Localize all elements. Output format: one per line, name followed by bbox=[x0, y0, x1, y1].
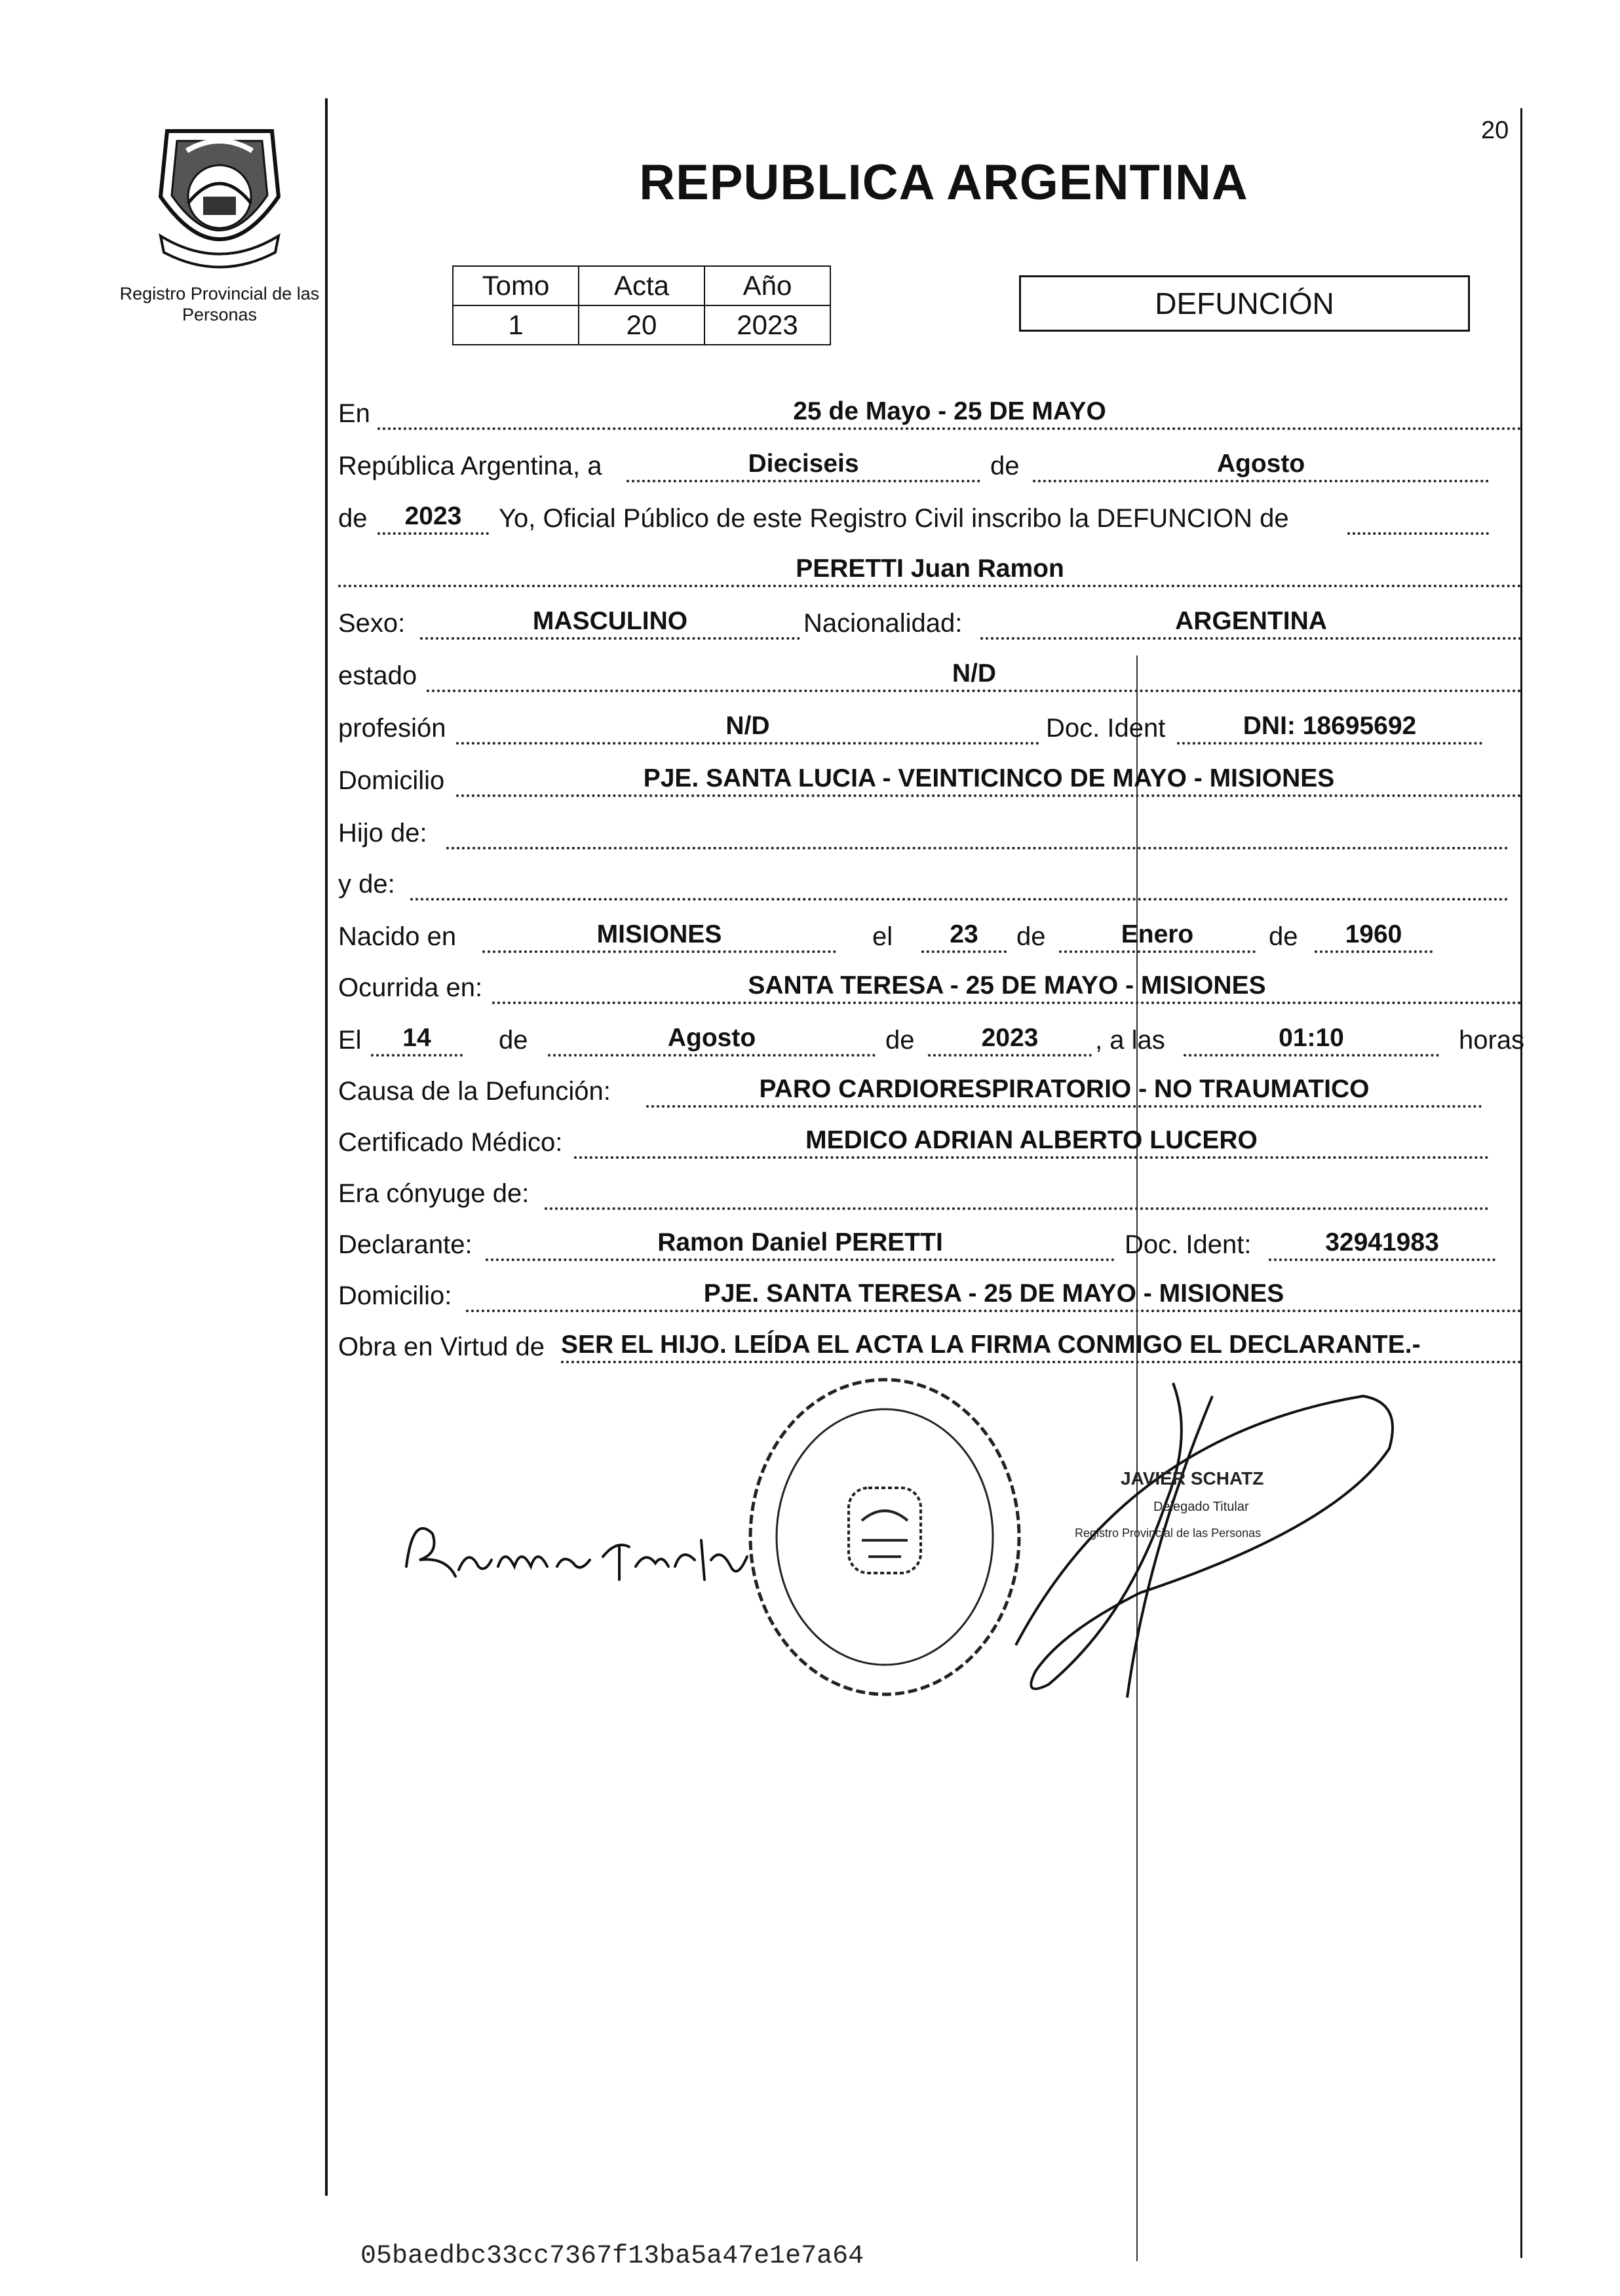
record-table bbox=[452, 265, 831, 345]
label-certificado: Certificado Médico: bbox=[338, 1128, 563, 1157]
header-anio: Año bbox=[704, 266, 830, 305]
field-estado: N/D bbox=[427, 658, 1522, 692]
field-domicilio2: PJE. SANTA TERESA - 25 DE MAYO - MISIONES bbox=[466, 1278, 1522, 1312]
field-death-year: 2023 bbox=[928, 1022, 1092, 1057]
field-deceased-name: PERETTI Juan Ramon bbox=[338, 553, 1522, 587]
label-horas: horas bbox=[1459, 1026, 1525, 1055]
header-acta: Acta bbox=[579, 266, 704, 305]
label-profesion: profesión bbox=[338, 714, 446, 743]
row-certificado bbox=[338, 1122, 1522, 1161]
row-domicilio bbox=[338, 760, 1522, 800]
label-ocurrida: Ocurrida en: bbox=[338, 973, 483, 1002]
label-de-date-2: de bbox=[885, 1026, 915, 1055]
field-certificado: MEDICO ADRIAN ALBERTO LUCERO bbox=[574, 1125, 1489, 1159]
field-obra: SER EL HIJO. LEÍDA EL ACTA LA FIRMA CONMIGO EL DECLARANTE.- bbox=[561, 1329, 1522, 1363]
label-estado: estado bbox=[338, 661, 417, 690]
label-declarante-doc: Doc. Ident: bbox=[1125, 1230, 1252, 1259]
row-sexo bbox=[338, 603, 1522, 642]
label-de-year: de bbox=[338, 504, 368, 533]
field-declarante: Ramon Daniel PERETTI bbox=[486, 1227, 1115, 1261]
province-crest-icon bbox=[141, 118, 298, 275]
label-doc-ident: Doc. Ident bbox=[1046, 714, 1166, 743]
row-year bbox=[338, 498, 1522, 537]
record-table-values bbox=[453, 305, 830, 345]
row-domicilio2 bbox=[338, 1275, 1522, 1315]
label-y-de: y de: bbox=[338, 870, 395, 899]
field-birth-month: Enero bbox=[1059, 919, 1256, 953]
label-declarante: Declarante: bbox=[338, 1230, 473, 1259]
registry-name: Registro Provincial de las Personas bbox=[119, 284, 320, 324]
row-deceased bbox=[338, 551, 1522, 590]
label-de-birth-1: de bbox=[1016, 922, 1046, 951]
label-el: el bbox=[872, 922, 893, 951]
field-hijo-de bbox=[446, 815, 1509, 849]
label-domicilio: Domicilio bbox=[338, 766, 445, 795]
field-doc-ident: DNI: 18695692 bbox=[1177, 710, 1482, 745]
row-fecha bbox=[338, 1020, 1525, 1059]
label-causa: Causa de la Defunción: bbox=[338, 1077, 611, 1106]
row-estado bbox=[338, 655, 1522, 695]
label-conyuge: Era cónyuge de: bbox=[338, 1179, 530, 1208]
header-tomo: Tomo bbox=[453, 266, 579, 305]
page-number: 20 bbox=[1481, 117, 1509, 144]
official-signature-icon bbox=[996, 1357, 1416, 1724]
row-profesion bbox=[338, 708, 1522, 747]
field-birth-year: 1960 bbox=[1315, 919, 1433, 953]
field-death-time: 01:10 bbox=[1184, 1022, 1439, 1057]
field-birth-day: 23 bbox=[921, 919, 1007, 953]
row-en bbox=[338, 393, 1522, 433]
label-a-las: , a las bbox=[1095, 1026, 1165, 1055]
value-anio: 2023 bbox=[704, 305, 830, 345]
label-domicilio2: Domicilio: bbox=[338, 1281, 452, 1310]
row-republica bbox=[338, 446, 1522, 485]
label-inscription: Yo, Oficial Público de este Registro Civil inscribo la DEFUNCION de bbox=[499, 504, 1289, 533]
label-en: En bbox=[338, 399, 370, 428]
field-profesion: N/D bbox=[456, 710, 1039, 745]
row-nacido bbox=[338, 916, 1522, 956]
row-conyuge bbox=[338, 1173, 1522, 1213]
row-y-de bbox=[338, 864, 1522, 903]
record-type-box: DEFUNCIÓN bbox=[1019, 275, 1470, 332]
field-nacionalidad: ARGENTINA bbox=[980, 606, 1522, 640]
field-blank-year-tail bbox=[1347, 501, 1489, 535]
value-acta: 20 bbox=[579, 305, 704, 345]
row-declarante bbox=[338, 1224, 1522, 1264]
registry-seal-icon bbox=[741, 1370, 1029, 1704]
label-hijo-de: Hijo de: bbox=[338, 819, 427, 847]
field-sexo: MASCULINO bbox=[420, 606, 800, 640]
label-de-date-1: de bbox=[499, 1026, 528, 1055]
stamp-official-office: Registro Provincial de las Personas bbox=[1075, 1527, 1262, 1540]
field-death-day: 14 bbox=[371, 1022, 463, 1057]
row-causa bbox=[338, 1071, 1522, 1110]
label-de-birth-2: de bbox=[1269, 922, 1298, 951]
label-nacido-en: Nacido en bbox=[338, 922, 457, 951]
row-ocurrida bbox=[338, 967, 1522, 1007]
field-birth-place: MISIONES bbox=[482, 919, 836, 953]
field-declarante-doc: 32941983 bbox=[1269, 1227, 1495, 1261]
record-table-header bbox=[453, 266, 830, 305]
left-margin-rule bbox=[325, 98, 328, 2196]
value-tomo: 1 bbox=[453, 305, 579, 345]
label-el-date: El bbox=[338, 1026, 362, 1055]
field-ocurrida: SANTA TERESA - 25 DE MAYO - MISIONES bbox=[492, 970, 1522, 1004]
label-obra: Obra en Virtud de bbox=[338, 1333, 545, 1361]
declarant-signature-icon bbox=[393, 1494, 760, 1599]
field-conyuge bbox=[545, 1176, 1489, 1210]
field-year: 2023 bbox=[377, 501, 489, 535]
label-de: de bbox=[990, 452, 1020, 480]
field-y-de bbox=[410, 866, 1509, 901]
field-causa: PARO CARDIORESPIRATORIO - NO TRAUMATICO bbox=[646, 1074, 1482, 1108]
page-title: REPUBLICA ARGENTINA bbox=[639, 155, 1248, 210]
label-republica: República Argentina, a bbox=[338, 452, 602, 480]
field-month: Agosto bbox=[1033, 448, 1489, 482]
stamp-official-role: Delegado Titular bbox=[1153, 1500, 1249, 1514]
field-day-words: Dieciseis bbox=[627, 448, 980, 482]
field-en: 25 de Mayo - 25 DE MAYO bbox=[377, 396, 1522, 430]
field-death-month: Agosto bbox=[548, 1022, 876, 1057]
row-hijo-de bbox=[338, 813, 1522, 852]
label-nacionalidad: Nacionalidad: bbox=[803, 609, 963, 638]
document-hash: 05baedbc33cc7367f13ba5a47e1e7a64 bbox=[360, 2242, 864, 2271]
field-domicilio: PJE. SANTA LUCIA - VEINTICINCO DE MAYO - MISIONES bbox=[456, 763, 1522, 797]
stamp-official-name: JAVIER SCHATZ bbox=[1121, 1468, 1264, 1489]
label-sexo: Sexo: bbox=[338, 609, 406, 638]
